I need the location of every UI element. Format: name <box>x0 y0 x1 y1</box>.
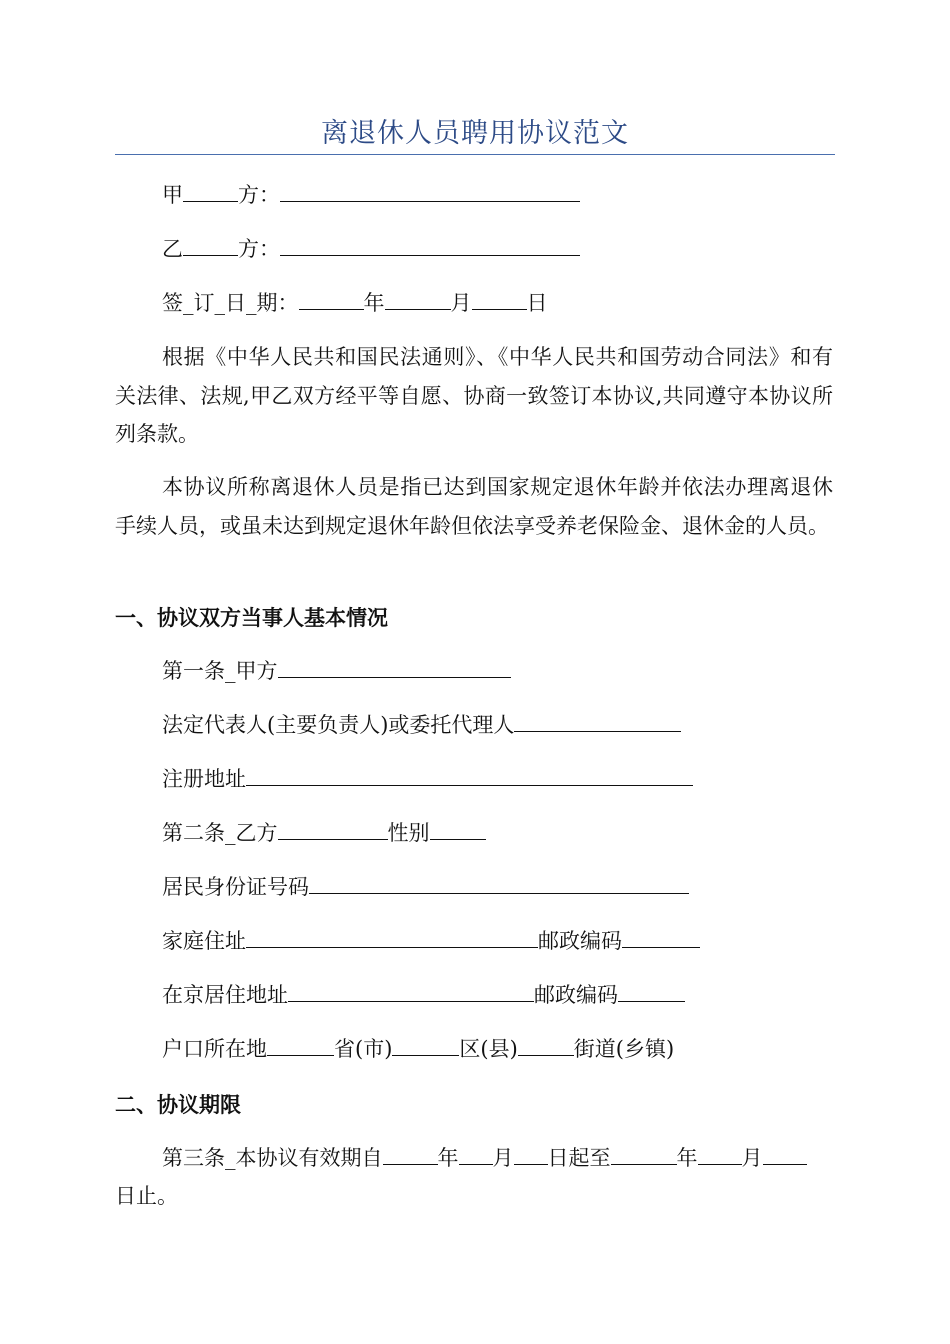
party-b-line <box>162 234 580 264</box>
title-underline <box>115 154 835 155</box>
party-b-name-blank <box>278 818 388 840</box>
reg-address-blank <box>246 764 693 786</box>
party-a-name-blank <box>278 656 511 678</box>
legal-rep-line <box>162 710 681 740</box>
end-month-blank <box>698 1143 742 1165</box>
month-label: 月 <box>450 291 472 315</box>
year-blank <box>299 288 364 310</box>
day-label: 日 <box>526 291 548 315</box>
section-1-heading: 一、协议双方当事人基本情况 <box>115 606 388 630</box>
party-a-blank <box>280 180 580 202</box>
province-blank <box>267 1034 334 1056</box>
article-1-line <box>162 656 511 686</box>
street-blank <box>518 1034 574 1056</box>
legal-rep-blank <box>514 710 681 732</box>
definition-paragraph: 本协议所称离退休人员是指已达到国家规定退休年龄并依法办理离退休手续人员，或虽未达到规定退休年龄但依法享受养老保险金、退休金的人员。 <box>115 475 833 538</box>
section-2-heading: 二、协议期限 <box>115 1093 241 1117</box>
start-month-blank <box>459 1143 493 1165</box>
sign-date-line <box>162 288 548 318</box>
reg-address-line <box>162 764 693 794</box>
day-blank <box>472 288 527 310</box>
year-label: 年 <box>363 291 385 315</box>
end-day-label: 日止。 <box>115 1184 178 1208</box>
start-year-label: 年 <box>437 1146 459 1170</box>
district-label: 区(县) <box>459 1037 518 1061</box>
sign-date-label: 签_订_日_期： <box>162 291 299 315</box>
party-a-label: 甲 <box>162 183 183 207</box>
article-2-label: 第二条_乙方 <box>162 821 278 845</box>
article-2-line <box>162 818 486 848</box>
street-label: 街道(乡镇) <box>573 1037 675 1061</box>
article-3-line <box>162 1143 807 1173</box>
home-address-blank <box>246 926 538 948</box>
postcode-blank <box>622 926 700 948</box>
province-label: 省(市) <box>334 1037 393 1061</box>
hukou-line <box>162 1034 674 1064</box>
end-year-label: 年 <box>676 1146 698 1170</box>
id-number-blank <box>309 872 689 894</box>
party-b-blank <box>280 234 580 256</box>
district-blank <box>392 1034 459 1056</box>
party-a-label-suffix: 方： <box>238 183 280 207</box>
end-month-label: 月 <box>741 1146 763 1170</box>
party-b-label: 乙 <box>162 237 183 261</box>
gender-label: 性别 <box>387 821 430 845</box>
legal-rep-label: 法定代表人(主要负责人)或委托代理人 <box>162 713 515 737</box>
reg-address-label: 注册地址 <box>162 767 246 791</box>
id-number-label: 居民身份证号码 <box>162 875 309 899</box>
home-address-label: 家庭住址 <box>162 929 246 953</box>
end-year-blank <box>611 1143 677 1165</box>
postcode-label-2: 邮政编码 <box>534 983 618 1007</box>
intro-paragraph: 根据《中华人民共和国民法通则》、《中华人民共和国劳动合同法》和有关法律、法规,甲乙双方经平等自愿、协商一致签订本协议,共同遵守本协议所列条款。 <box>115 345 833 446</box>
start-year-blank <box>383 1143 438 1165</box>
document-title: 离退休人员聘用协议范文 <box>321 118 629 149</box>
start-month-label: 月 <box>492 1146 514 1170</box>
article-3-continuation <box>115 1181 178 1211</box>
home-address-line <box>162 926 700 956</box>
postcode-label: 邮政编码 <box>538 929 622 953</box>
article-3-label: 第三条_本协议有效期自 <box>162 1146 383 1170</box>
start-day-blank <box>514 1143 548 1165</box>
postcode-blank-2 <box>618 980 685 1002</box>
start-day-label: 日起至 <box>547 1146 611 1170</box>
beijing-address-line <box>162 980 685 1010</box>
beijing-address-label: 在京居住地址 <box>162 983 288 1007</box>
end-day-blank <box>763 1143 807 1165</box>
hukou-label: 户口所在地 <box>162 1037 267 1061</box>
blank <box>183 180 238 202</box>
party-a-line <box>162 180 580 210</box>
id-number-line <box>162 872 689 902</box>
month-blank <box>385 288 451 310</box>
article-1-label: 第一条_甲方 <box>162 659 278 683</box>
beijing-address-blank <box>288 980 534 1002</box>
blank <box>183 234 238 256</box>
gender-blank <box>430 818 486 840</box>
party-b-label-suffix: 方： <box>238 237 280 261</box>
